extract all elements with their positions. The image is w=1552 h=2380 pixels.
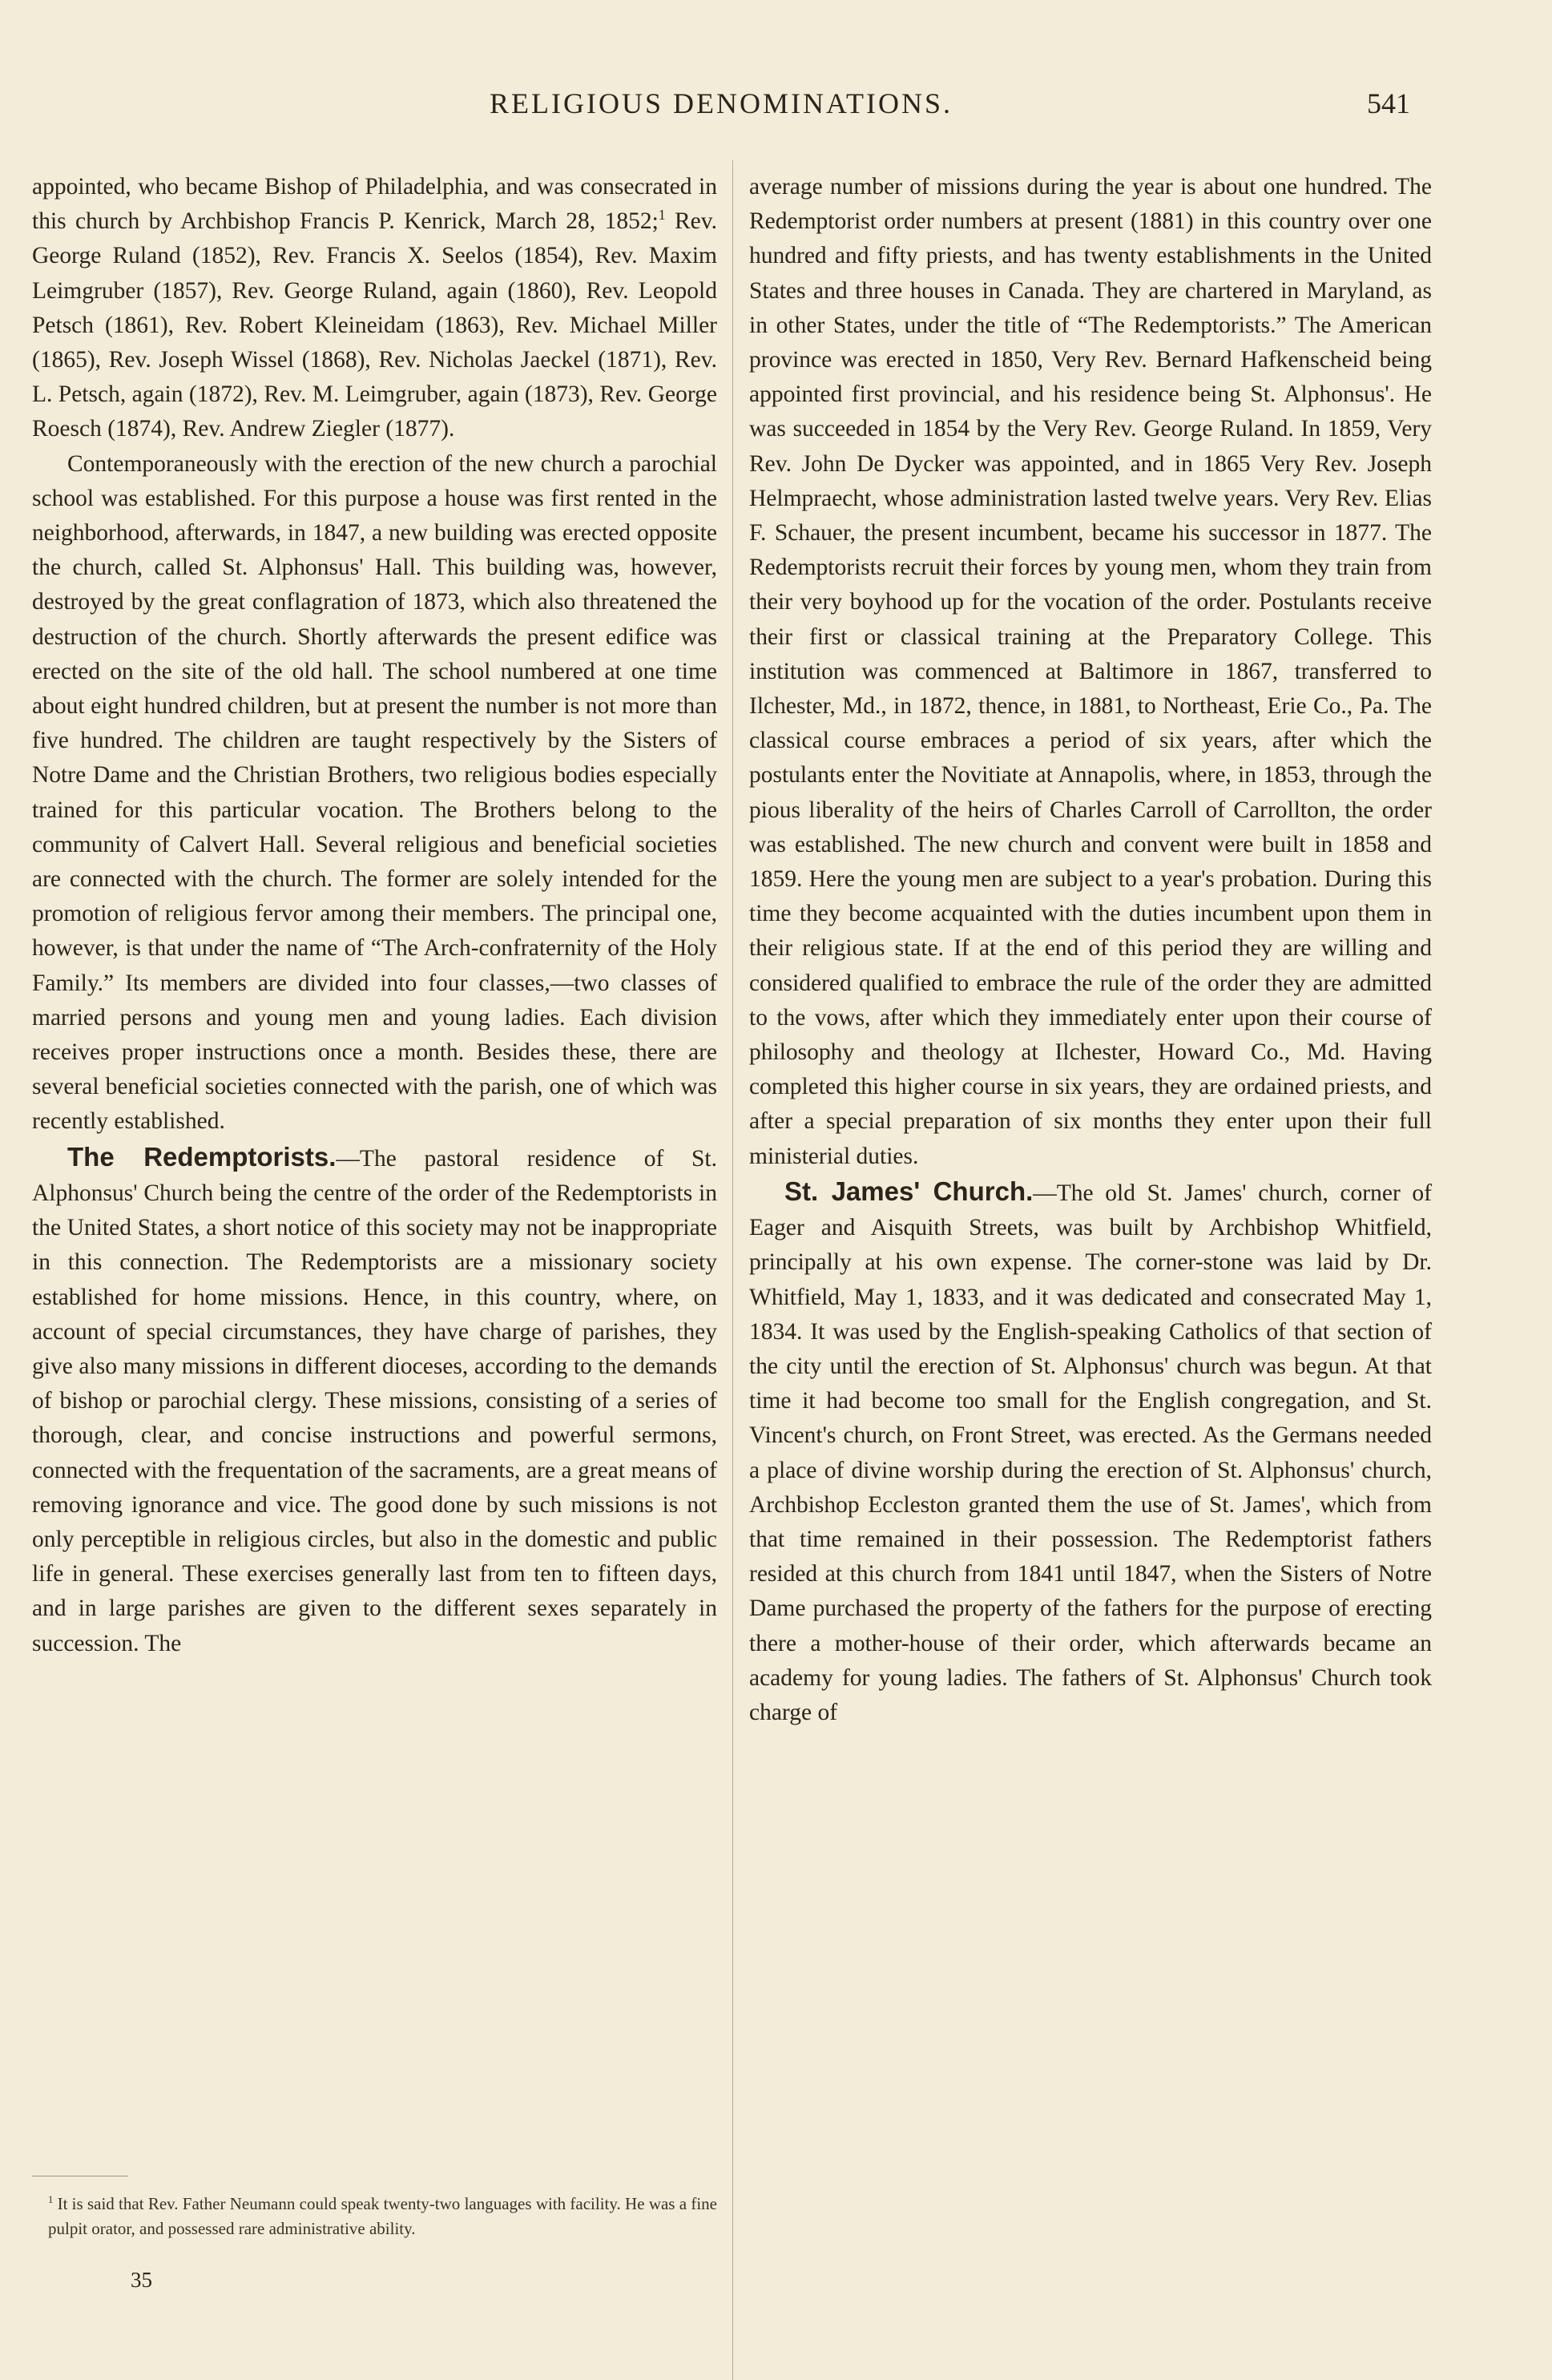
footnote — [48, 2192, 717, 2241]
footnote-text: It is said that Rev. Father Neumann could speak twenty-two languages with facility. He was a fine pulpit orator, and possessed rare administrative ability. — [48, 2194, 717, 2238]
column-divider — [732, 160, 733, 2380]
paragraph-text: —The pastoral residence of St. Alphonsus' Church being the centre of the order of the Redemptorists in the United States, a short notice of this society may not be inappropriate in this connection. The Redemptorists are a missionary society established for home missions. Hence, in this country, where, on account of special circumstances, they have charge of parishes, they give also many missions in different dioceses, according to the demands of bishop or parochial clergy. These missions, consisting of a series of thorough, clear, and concise instructions and powerful sermons, connected with the frequentation of the sacraments, are a great means of removing ignorance and vice. The good done by such missions is not only perceptible in religious circles, but also in the domestic and public life in general. These exercises generally last from ten to fifteen days, and in large parishes are given to the different sexes separately in succession. The — [32, 1145, 718, 1656]
signature-mark: 35 — [131, 2268, 152, 2292]
paragraph-text: appointed, who became Bishop of Philadelphia, and was consecrated in this church by Archbishop Francis P. Kenrick, March 28, 1852; — [32, 174, 717, 235]
paragraph-st-james — [749, 1174, 1432, 1730]
right-column — [749, 170, 1432, 1730]
paragraph-school: Contemporaneously with the erection of the new church a parochial school was established. For this purpose a house was first rented in the neighborhood, afterwards, in 1847, a new building was erected opposite the church, called St. Alphonsus' Hall. This building was, however, destroyed by the great conflagration of 1873, which also threatened the destruction of the church. Shortly afterwards the present edifice was erected on the site of the old hall. The school numbered at one time about eight hundred children, but at present the number is not more than five hundred. The children are taught respectively by the Sisters of Notre Dame and the Christian Brothers, two religious bodies especially trained for this particular vocation. The Brothers belong to the community of Calvert Hall. Several religious and beneficial societies are connected with the church. The former are solely intended for the promotion of religious fervor among their members. The principal one, however, is that under the name of “The Arch-confraternity of the Holy Family.” Its members are divided into four classes,—two classes of married persons and young men and young ladies. Each division receives proper instructions once a month. Besides these, there are several beneficial societies connected with the parish, one of which was recently established. — [32, 450, 717, 1135]
left-column — [32, 170, 717, 1661]
footnote-marker: 1 — [48, 2194, 54, 2205]
footnote-ref: 1 — [658, 207, 666, 224]
section-heading-redemptorists: The Redemptorists. — [67, 1141, 337, 1172]
paragraph-pastors — [32, 170, 717, 447]
running-title: RELIGIOUS DENOMINATIONS. — [490, 87, 953, 119]
paragraph-text: Rev. George Ruland (1852), Rev. Francis X. Seelos (1854), Rev. Maxim Leimgruber (1857), Rev. George Ruland, again (1860), Rev. Leopold Petsch (1861), Rev. Robert Kleineidam (1863), Rev. Michael Miller (1865), Rev. Joseph Wissel (1868), Rev. Nicholas Jaeckel (1871), Rev. L. Petsch, again (1872), Rev. M. Leimgruber, again (1873), Rev. George Roesch (1874), Rev. Andrew Ziegler (1877). — [32, 208, 717, 442]
page-number: 541 — [1367, 87, 1410, 119]
paragraph-redemptorists — [32, 1140, 717, 1661]
running-header — [32, 80, 1410, 128]
paragraph-text: —The old St. James' church, corner of Eager and Aisquith Streets, was built by Archbishop Whitfield, principally at his own expense. The corner-stone was laid by Dr. Whitfield, May 1, 1833, and it was dedicated and consecrated May 1, 1834. It was used by the English-speaking Catholics of that section of the city until the erection of St. Alphonsus' church was begun. At that time it had become too small for the English congregation, and St. Vincent's church, on Front Street, was erected. As the Germans needed a place of divine worship during the erection of St. Alphonsus' church, Archbishop Eccleston granted them the use of St. James', which from that time remained in their possession. The Redemptorist fathers resided at this church from 1841 until 1847, when the Sisters of Notre Dame purchased the property of the fathers for the purpose of erecting there a mother-house of their order, which afterwards became an academy for young ladies. The fathers of St. Alphonsus' Church took charge of — [749, 1180, 1432, 1725]
section-heading-st-james: St. James' Church. — [784, 1176, 1034, 1206]
paragraph-missions-continued: average number of missions during the year is about one hundred. The Redemptorist order numbers at present (1881) in this country over one hundred and fifty priests, and has twenty establishments in the United States and three houses in Canada. They are chartered in Maryland, as in other States, under the title of “The Redemptorists.” The American province was erected in 1850, Very Rev. Bernard Hafkenscheid being appointed first provincial, and his residence being St. Alphonsus'. He was succeeded in 1854 by the Very Rev. George Ruland. In 1859, Very Rev. John De Dycker was appointed, and in 1865 Very Rev. Joseph Helmpraecht, whose administration lasted twelve years. Very Rev. Elias F. Schauer, the present incumbent, became his successor in 1877. The Redemptorists recruit their forces by young men, whom they train from their very boyhood up for the vocation of the order. Postulants receive their first or classical training at the Preparatory College. This institution was commenced at Baltimore in 1867, transferred to Ilchester, Md., in 1872, thence, in 1881, to Northeast, Erie Co., Pa. The classical course embraces a period of six years, after which the postulants enter the Novitiate at Annapolis, where, in 1853, through the pious liberality of the heirs of Charles Carroll of Carrollton, the order was established. The new church and convent were built in 1858 and 1859. Here the young men are subject to a year's probation. During this time they become acquainted with the duties incumbent upon them in their religious state. If at the end of this period they are willing and considered qualified to embrace the rule of the order they are admitted to the vows, after which they immediately enter upon their course of philosophy and theology at Ilchester, Howard Co., Md. Having completed this higher course in six years, they are ordained priests, and after a special preparation of six months they enter upon their full ministerial duties. — [749, 174, 1432, 1169]
